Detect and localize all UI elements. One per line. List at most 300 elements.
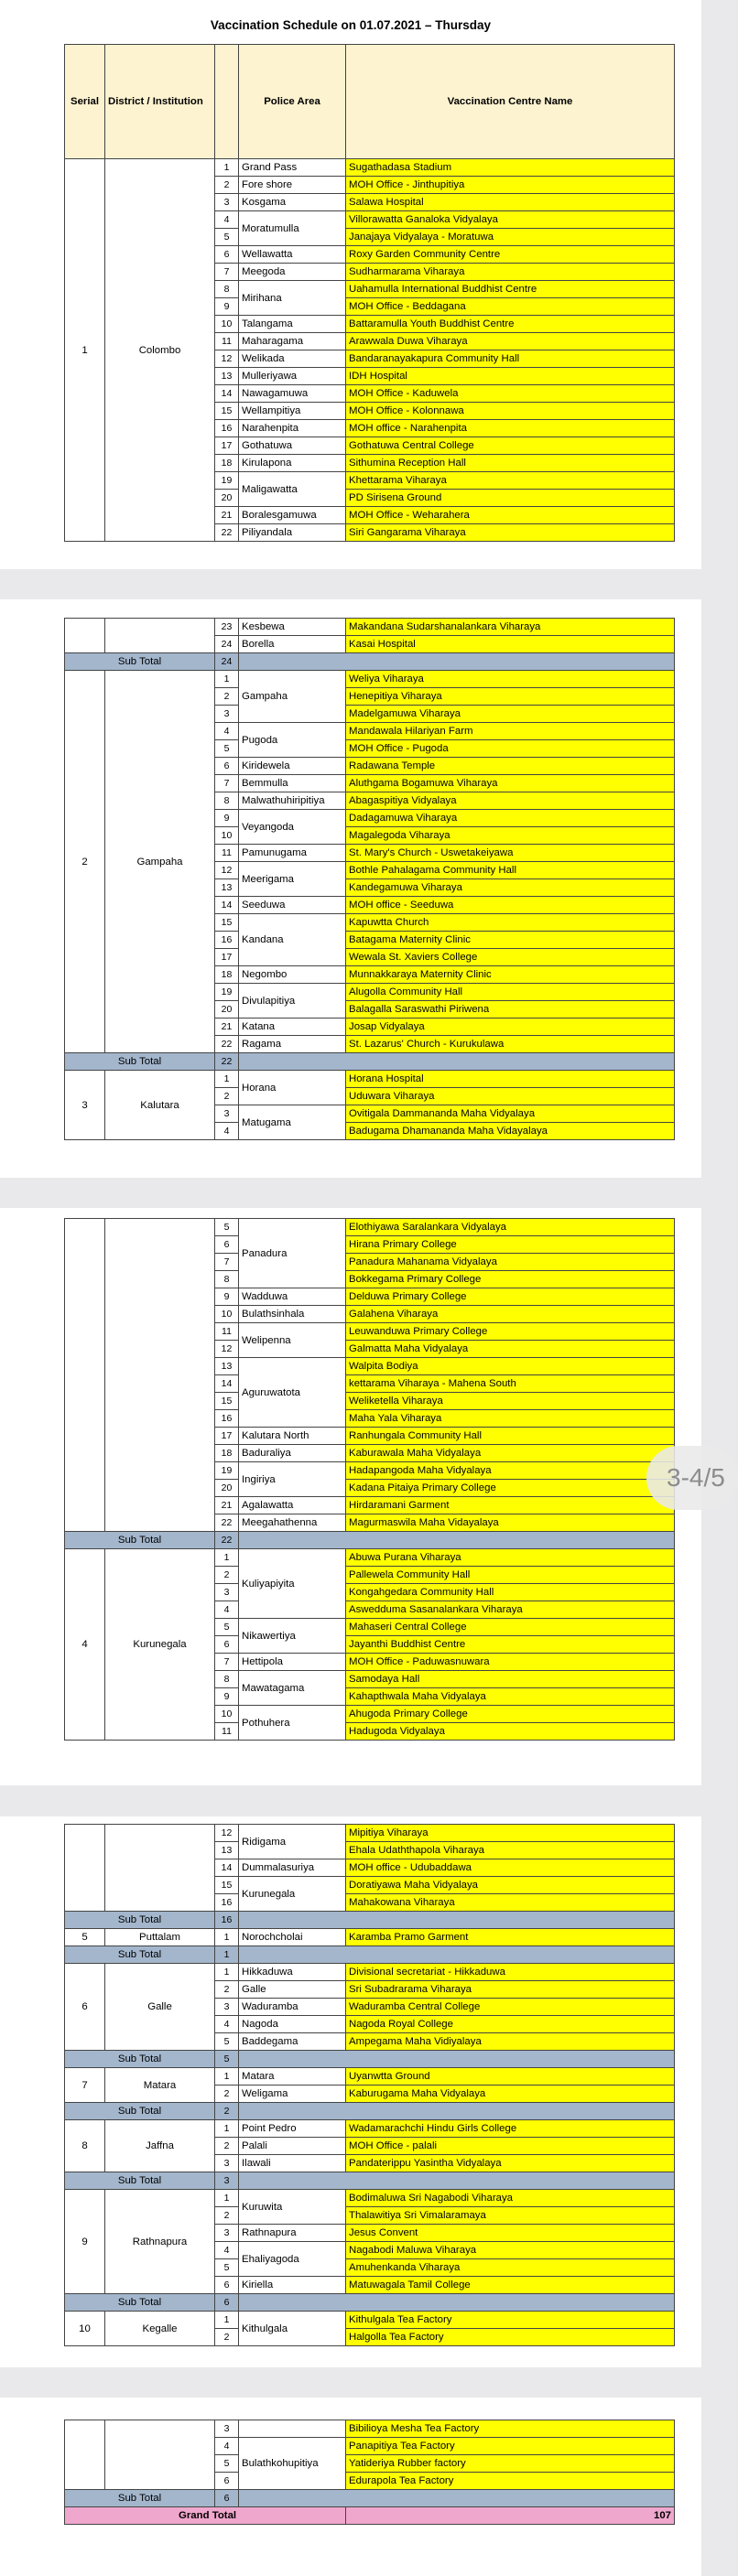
district-cell: Matara [105, 2068, 215, 2103]
serial-cell: 5 [65, 1929, 105, 1946]
serial-cell [65, 1219, 105, 1532]
row-number: 23 [215, 619, 239, 636]
vaccination-centre-cell: MOH Office - Kolonnawa [346, 403, 675, 420]
vaccination-centre-cell: Panadura Mahanama Vidyalaya [346, 1254, 675, 1271]
row-number: 4 [215, 2438, 239, 2455]
vaccination-centre-cell: Magalegoda Viharaya [346, 827, 675, 845]
row-number: 1 [215, 1071, 239, 1088]
subtotal-row [65, 2490, 675, 2507]
row-number: 9 [215, 810, 239, 827]
vaccination-centre-cell: Panapitiya Tea Factory [346, 2438, 675, 2455]
police-area-cell: Borella [239, 636, 346, 653]
district-cell [105, 2420, 215, 2490]
police-area-cell: Piliyandala [239, 524, 346, 542]
row-number: 4 [215, 2242, 239, 2259]
vaccination-centre-cell: Henepitiya Viharaya [346, 688, 675, 706]
row-number: 10 [215, 827, 239, 845]
vaccination-centre-cell: Villorawatta Ganaloka Vidyalaya [346, 211, 675, 229]
vaccination-centre-cell: Mahakowana Viharaya [346, 1894, 675, 1912]
table-row [65, 1219, 675, 1236]
table-row [65, 2068, 675, 2086]
serial-cell: 10 [65, 2312, 105, 2346]
vaccination-centre-cell: Kasai Hospital [346, 636, 675, 653]
subtotal-value: 24 [215, 653, 239, 671]
subtotal-label: Sub Total [65, 2103, 215, 2120]
row-number: 6 [215, 1236, 239, 1254]
police-area-cell: Pugoda [239, 723, 346, 758]
police-area-cell: Ehaliyagoda [239, 2242, 346, 2277]
row-number: 1 [215, 2312, 239, 2329]
row-number: 1 [215, 1929, 239, 1946]
vaccination-centre-cell: Kaburugama Maha Vidyalaya [346, 2086, 675, 2103]
row-number: 1 [215, 2068, 239, 2086]
police-area-cell: Fore shore [239, 177, 346, 194]
police-area-cell: Divulapitiya [239, 984, 346, 1019]
subtotal-row [65, 1053, 675, 1071]
vaccination-centre-cell: Jesus Convent [346, 2225, 675, 2242]
vaccination-centre-cell: Ahugoda Primary College [346, 1706, 675, 1723]
vaccination-centre-cell: Wadamarachchi Hindu Girls College [346, 2120, 675, 2138]
serial-cell: 6 [65, 1964, 105, 2051]
row-number: 5 [215, 1619, 239, 1636]
police-area-cell: Nikawertiya [239, 1619, 346, 1654]
row-number: 20 [215, 1001, 239, 1019]
schedule-table [64, 618, 675, 1140]
row-number: 1 [215, 2120, 239, 2138]
vaccination-centre-cell: Pallewela Community Hall [346, 1567, 675, 1584]
vaccination-centre-cell: Edurapola Tea Factory [346, 2473, 675, 2490]
row-number: 14 [215, 897, 239, 914]
police-area-cell: Weligama [239, 2086, 346, 2103]
row-number: 2 [215, 2329, 239, 2346]
district-cell: Jaffna [105, 2120, 215, 2172]
table-row [65, 2190, 675, 2207]
schedule-title: Vaccination Schedule on 01.07.2021 – Thursday [210, 18, 492, 32]
police-area-cell: Mulleriyawa [239, 368, 346, 385]
table-row [65, 1964, 675, 1981]
district-cell [105, 619, 215, 653]
row-number: 11 [215, 845, 239, 862]
police-area-cell: Galle [239, 1981, 346, 1999]
subtotal-value: 5 [215, 2051, 239, 2068]
vaccination-centre-cell: MOH Office - Beddagana [346, 298, 675, 316]
police-area-cell: Horana [239, 1071, 346, 1105]
subtotal-value: 1 [215, 1946, 239, 1964]
serial-cell: 9 [65, 2190, 105, 2294]
vaccination-centre-cell: Galmatta Maha Vidyalaya [346, 1341, 675, 1358]
subtotal-label: Sub Total [65, 2294, 215, 2312]
row-number: 6 [215, 246, 239, 264]
schedule-table [64, 2420, 675, 2525]
row-number: 5 [215, 2033, 239, 2051]
row-number: 22 [215, 1514, 239, 1532]
subtotal-filler [239, 2051, 675, 2068]
table-row [65, 671, 675, 688]
vaccination-centre-cell: Divisional secretariat - Hikkaduwa [346, 1964, 675, 1981]
vaccination-centre-cell: Radawana Temple [346, 758, 675, 775]
row-number: 4 [215, 211, 239, 229]
district-cell: Kurunegala [105, 1549, 215, 1741]
police-area-cell: Bemmulla [239, 775, 346, 792]
police-area-cell: Bulathkohupitiya [239, 2438, 346, 2490]
row-number: 5 [215, 2455, 239, 2473]
vaccination-centre-cell: Roxy Garden Community Centre [346, 246, 675, 264]
vaccination-centre-cell: Leuwanduwa Primary College [346, 1323, 675, 1341]
police-area-cell: Kosgama [239, 194, 346, 211]
vaccination-centre-cell: Walpita Bodiya [346, 1358, 675, 1375]
table-row [65, 159, 675, 177]
row-number: 1 [215, 159, 239, 177]
vaccination-centre-cell: MOH Office - Weharahera [346, 507, 675, 524]
district-cell: Puttalam [105, 1929, 215, 1946]
row-number: 3 [215, 1105, 239, 1123]
row-number: 15 [215, 914, 239, 932]
row-number: 14 [215, 1375, 239, 1393]
subtotal-row [65, 2172, 675, 2190]
row-number: 11 [215, 1323, 239, 1341]
row-number: 13 [215, 1842, 239, 1859]
row-number: 2 [215, 1088, 239, 1105]
row-number: 2 [215, 1567, 239, 1584]
police-area-cell: Boralesgamuwa [239, 507, 346, 524]
subtotal-row [65, 653, 675, 671]
police-area-cell: Mirihana [239, 281, 346, 316]
vaccination-centre-cell: St. Mary's Church - Uswetakeiyawa [346, 845, 675, 862]
police-area-cell: Pothuhera [239, 1706, 346, 1741]
schedule-table [64, 1824, 675, 2346]
row-number: 10 [215, 1306, 239, 1323]
vaccination-centre-cell: Amuhenkanda Viharaya [346, 2259, 675, 2277]
row-number: 17 [215, 437, 239, 455]
police-area-cell: Aguruwatota [239, 1358, 346, 1428]
row-number: 2 [215, 177, 239, 194]
row-number: 9 [215, 298, 239, 316]
subtotal-value: 3 [215, 2172, 239, 2190]
row-number: 24 [215, 636, 239, 653]
vaccination-centre-cell: St. Lazarus' Church - Kurukulawa [346, 1036, 675, 1053]
subtotal-filler [239, 653, 675, 671]
vaccination-centre-cell: MOH office - Udubaddawa [346, 1859, 675, 1877]
vaccination-centre-cell: Khettarama Viharaya [346, 472, 675, 490]
vaccination-centre-cell: Maha Yala Viharaya [346, 1410, 675, 1428]
police-area-cell: Gampaha [239, 671, 346, 723]
police-area-cell: Narahenpita [239, 420, 346, 437]
vaccination-centre-cell: Abagaspitiya Vidyalaya [346, 792, 675, 810]
serial-cell [65, 1825, 105, 1912]
vaccination-centre-cell: Josap Vidyalaya [346, 1019, 675, 1036]
vaccination-centre-cell: Balagalla Saraswathi Piriwena [346, 1001, 675, 1019]
row-number: 11 [215, 333, 239, 350]
row-number: 13 [215, 368, 239, 385]
header-number [215, 45, 239, 159]
row-number: 3 [215, 2225, 239, 2242]
subtotal-value: 6 [215, 2490, 239, 2507]
vaccination-centre-cell: Ranhungala Community Hall [346, 1428, 675, 1445]
police-area-cell: Welikada [239, 350, 346, 368]
vaccination-centre-cell: MOH Office - Kaduwela [346, 385, 675, 403]
row-number: 20 [215, 490, 239, 507]
subtotal-label: Sub Total [65, 1946, 215, 1964]
police-area-cell: Grand Pass [239, 159, 346, 177]
vaccination-centre-cell: Mahaseri Central College [346, 1619, 675, 1636]
row-number: 14 [215, 1859, 239, 1877]
row-number: 19 [215, 1462, 239, 1480]
row-number: 4 [215, 723, 239, 740]
vaccination-centre-cell: Alugolla Community Hall [346, 984, 675, 1001]
subtotal-filler [239, 1912, 675, 1929]
header-serial: Serial [65, 45, 105, 159]
serial-cell: 2 [65, 671, 105, 1053]
vaccination-centre-cell: MOH Office - Pugoda [346, 740, 675, 758]
row-number: 2 [215, 2138, 239, 2155]
vaccination-centre-cell: Makandana Sudarshanalankara Viharaya [346, 619, 675, 636]
police-area-cell: Kurunegala [239, 1877, 346, 1912]
subtotal-value: 6 [215, 2294, 239, 2312]
vaccination-centre-cell: Waduramba Central College [346, 1999, 675, 2016]
subtotal-value: 22 [215, 1532, 239, 1549]
row-number: 6 [215, 2277, 239, 2294]
vaccination-centre-cell: Pandaterippu Yasintha Vidyalaya [346, 2155, 675, 2172]
row-number: 12 [215, 1825, 239, 1842]
vaccination-centre-cell: Madelgamuwa Viharaya [346, 706, 675, 723]
police-area-cell: Norochcholai [239, 1929, 346, 1946]
row-number: 1 [215, 671, 239, 688]
row-number: 2 [215, 2086, 239, 2103]
subtotal-row [65, 2103, 675, 2120]
row-number: 1 [215, 2190, 239, 2207]
table-header-row [65, 45, 675, 159]
vaccination-centre-cell: Kaburawala Maha Vidyalaya [346, 1445, 675, 1462]
district-cell: Colombo [105, 159, 215, 542]
vaccination-centre-cell: Munnakkaraya Maternity Clinic [346, 966, 675, 984]
subtotal-row [65, 1946, 675, 1964]
row-number: 3 [215, 1999, 239, 2016]
vaccination-centre-cell: MOH office - Narahenpita [346, 420, 675, 437]
police-area-cell: Dummalasuriya [239, 1859, 346, 1877]
police-area-cell: Wadduwa [239, 1288, 346, 1306]
police-area-cell: Kandana [239, 914, 346, 966]
serial-cell: 3 [65, 1071, 105, 1140]
police-area-cell: Matugama [239, 1105, 346, 1140]
subtotal-value: 16 [215, 1912, 239, 1929]
serial-cell [65, 619, 105, 653]
police-area-cell: Matara [239, 2068, 346, 2086]
row-number: 19 [215, 984, 239, 1001]
vaccination-centre-cell: Batagama Maternity Clinic [346, 932, 675, 949]
district-cell [105, 1825, 215, 1912]
vaccination-centre-cell: Horana Hospital [346, 1071, 675, 1088]
vaccination-centre-cell: Asweddumа Sasanalankara Viharaya [346, 1601, 675, 1619]
police-area-cell: Welipenna [239, 1323, 346, 1358]
police-area-cell: Kithulgala [239, 2312, 346, 2346]
vaccination-centre-cell: Salawa Hospital [346, 194, 675, 211]
schedule-table [64, 1218, 675, 1741]
vaccination-centre-cell: Gothatuwa Central College [346, 437, 675, 455]
subtotal-label: Sub Total [65, 1532, 215, 1549]
row-number: 7 [215, 264, 239, 281]
vaccination-centre-cell: MOH office - Seeduwa [346, 897, 675, 914]
police-area-cell: Baddegama [239, 2033, 346, 2051]
document-page [0, 0, 701, 569]
row-number: 21 [215, 1497, 239, 1514]
header-police-area: Police Area [239, 45, 346, 159]
police-area-cell: Moratumulla [239, 211, 346, 246]
row-number: 19 [215, 472, 239, 490]
subtotal-label: Sub Total [65, 653, 215, 671]
serial-cell: 1 [65, 159, 105, 542]
row-number: 18 [215, 1445, 239, 1462]
vaccination-centre-cell: Yatideriya Rubber factory [346, 2455, 675, 2473]
vaccination-centre-cell: Sugathadasa Stadium [346, 159, 675, 177]
vaccination-centre-cell: Nagoda Royal College [346, 2016, 675, 2033]
row-number: 15 [215, 1393, 239, 1410]
vaccination-centre-cell: Uduwara Viharaya [346, 1088, 675, 1105]
vaccination-centre-cell: MOH Office - Jinthupitiya [346, 177, 675, 194]
vaccination-centre-cell: Sri Subadrarama Viharaya [346, 1981, 675, 1999]
vaccination-centre-cell: Weliya Viharaya [346, 671, 675, 688]
row-number: 6 [215, 758, 239, 775]
vaccination-centre-cell: Halgolla Tea Factory [346, 2329, 675, 2346]
row-number: 13 [215, 879, 239, 897]
subtotal-value: 2 [215, 2103, 239, 2120]
police-area-cell: Mawatagama [239, 1671, 346, 1706]
vaccination-centre-cell: Uyanwtta Ground [346, 2068, 675, 2086]
vaccination-centre-cell: Kongahgedara Community Hall [346, 1584, 675, 1601]
subtotal-filler [239, 2103, 675, 2120]
police-area-cell: Veyangoda [239, 810, 346, 845]
row-number: 8 [215, 1671, 239, 1688]
vaccination-centre-cell: Kadana Pitaiya Primary College [346, 1480, 675, 1497]
table-row [65, 1929, 675, 1946]
police-area-cell: Kalutara North [239, 1428, 346, 1445]
row-number: 7 [215, 775, 239, 792]
vaccination-centre-cell: Delduwa Primary College [346, 1288, 675, 1306]
row-number: 8 [215, 1271, 239, 1288]
row-number: 16 [215, 1410, 239, 1428]
vaccination-centre-cell: Kithulgala Tea Factory [346, 2312, 675, 2329]
police-area-cell: Agalawatta [239, 1497, 346, 1514]
document-page [0, 1208, 701, 1785]
document-page [0, 1816, 701, 2367]
row-number: 12 [215, 1341, 239, 1358]
vaccination-centre-cell: Sithumina Reception Hall [346, 455, 675, 472]
row-number: 22 [215, 1036, 239, 1053]
row-number: 21 [215, 507, 239, 524]
police-area-cell: Pamunugama [239, 845, 346, 862]
serial-cell [65, 2420, 105, 2490]
row-number: 15 [215, 403, 239, 420]
police-area-cell: Kesbewa [239, 619, 346, 636]
vaccination-centre-cell: Abuwa Purana Viharaya [346, 1549, 675, 1567]
header-district: District / Institution [105, 45, 215, 159]
vaccination-centre-cell: Kapuwtta Church [346, 914, 675, 932]
police-area-cell [239, 2420, 346, 2438]
police-area-cell: Hikkaduwa [239, 1964, 346, 1981]
vaccination-centre-cell: Kandegamuwa Viharaya [346, 879, 675, 897]
row-number: 10 [215, 1706, 239, 1723]
police-area-cell: Baduraliya [239, 1445, 346, 1462]
page-indicator[interactable]: 3-4/5 [646, 1446, 738, 1510]
row-number: 5 [215, 2259, 239, 2277]
vaccination-centre-cell: Karamba Pramo Garment [346, 1929, 675, 1946]
row-number: 17 [215, 949, 239, 966]
police-area-cell: Point Pedro [239, 2120, 346, 2138]
row-number: 6 [215, 1636, 239, 1654]
row-number: 7 [215, 1654, 239, 1671]
subtotal-filler [239, 1053, 675, 1071]
row-number: 14 [215, 385, 239, 403]
vaccination-centre-cell: Bokkegama Primary College [346, 1271, 675, 1288]
vaccination-centre-cell: Aluthgama Bogamuwa Viharaya [346, 775, 675, 792]
row-number: 6 [215, 2473, 239, 2490]
schedule-table [64, 44, 675, 542]
row-number: 3 [215, 706, 239, 723]
vaccination-centre-cell: Thalawitiya Sri Vimalaramaya [346, 2207, 675, 2225]
vaccination-centre-cell: Battaramulla Youth Buddhist Centre [346, 316, 675, 333]
police-area-cell: Rathnapura [239, 2225, 346, 2242]
police-area-cell: Kiriella [239, 2277, 346, 2294]
vaccination-centre-cell: Hadapangoda Maha Vidyalaya [346, 1462, 675, 1480]
subtotal-value: 22 [215, 1053, 239, 1071]
police-area-cell: Nawagamuwa [239, 385, 346, 403]
subtotal-filler [239, 1532, 675, 1549]
vaccination-centre-cell: Samodaya Hall [346, 1671, 675, 1688]
vaccination-centre-cell: MOH Office - palali [346, 2138, 675, 2155]
row-number: 1 [215, 1964, 239, 1981]
subtotal-label: Sub Total [65, 2172, 215, 2190]
row-number: 18 [215, 966, 239, 984]
police-area-cell: Waduramba [239, 1999, 346, 2016]
row-number: 12 [215, 350, 239, 368]
district-cell: Kalutara [105, 1071, 215, 1140]
table-row [65, 2420, 675, 2438]
row-number: 3 [215, 2420, 239, 2438]
row-number: 11 [215, 1723, 239, 1741]
subtotal-label: Sub Total [65, 1053, 215, 1071]
vaccination-centre-cell: Ovitigala Dammananda Maha Vidyalaya [346, 1105, 675, 1123]
vaccination-centre-cell: Bothle Pahalagama Community Hall [346, 862, 675, 879]
police-area-cell: Ragama [239, 1036, 346, 1053]
vaccination-centre-cell: Ehala Udaththapola Viharaya [346, 1842, 675, 1859]
vaccination-centre-cell: Bandaranayakapura Community Hall [346, 350, 675, 368]
row-number: 12 [215, 862, 239, 879]
vaccination-centre-cell: Hirdaramani Garment [346, 1497, 675, 1514]
grand-total-row [65, 2507, 675, 2525]
vaccination-centre-cell: Nagabodi Maluwa Viharaya [346, 2242, 675, 2259]
row-number: 7 [215, 1254, 239, 1271]
police-area-cell: Seeduwa [239, 897, 346, 914]
police-area-cell: Maligawatta [239, 472, 346, 507]
vaccination-centre-cell: Galahena Viharaya [346, 1306, 675, 1323]
vaccination-centre-cell: Arawwala Duwa Viharaya [346, 333, 675, 350]
police-area-cell: Hettipola [239, 1654, 346, 1671]
row-number: 3 [215, 2155, 239, 2172]
row-number: 3 [215, 1584, 239, 1601]
vaccination-centre-cell: kettarama Viharaya - Mahena South [346, 1375, 675, 1393]
row-number: 17 [215, 1428, 239, 1445]
row-number: 15 [215, 1877, 239, 1894]
row-number: 22 [215, 524, 239, 542]
row-number: 16 [215, 932, 239, 949]
police-area-cell: Negombo [239, 966, 346, 984]
subtotal-label: Sub Total [65, 1912, 215, 1929]
vaccination-centre-cell: Hirana Primary College [346, 1236, 675, 1254]
vaccination-centre-cell: MOH Office - Paduwasnuwara [346, 1654, 675, 1671]
serial-cell: 4 [65, 1549, 105, 1741]
vaccination-centre-cell: Bibiliоya Mesha Tea Factory [346, 2420, 675, 2438]
police-area-cell: Kirulapona [239, 455, 346, 472]
row-number: 5 [215, 229, 239, 246]
